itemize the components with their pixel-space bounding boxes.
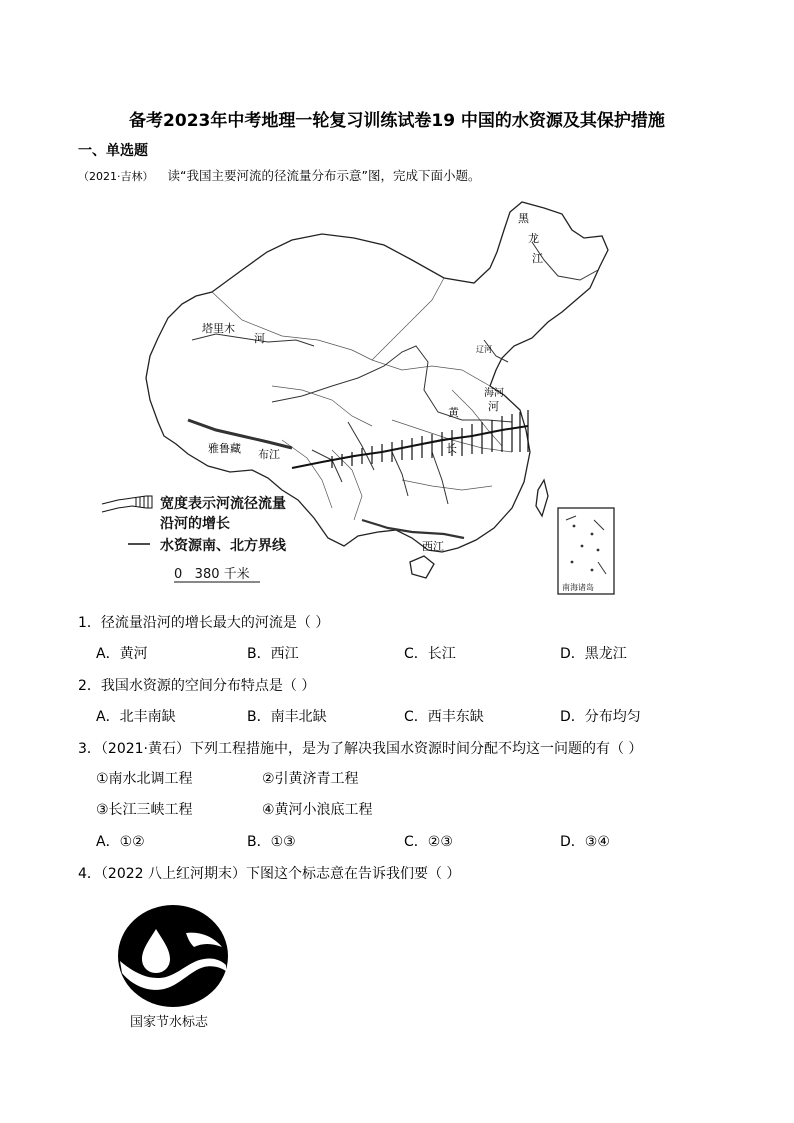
label-tarim-he: 河 (254, 332, 265, 345)
q2-option-b[interactable]: B．南丰北缺 (247, 709, 327, 725)
q3-item-1: ①南水北调工程 (96, 771, 193, 787)
intro-source: （2021·吉林） (78, 170, 154, 183)
label-hai: 海河 (484, 388, 504, 399)
label-tarim: 塔里木 (202, 322, 235, 335)
q2-option-a[interactable]: A．北丰南缺 (96, 709, 176, 725)
q2-option-c[interactable]: C．西丰东缺 (404, 709, 484, 725)
q1-option-c[interactable]: C．长江 (404, 646, 456, 662)
china-river-runoff-map (92, 190, 628, 600)
legend-runoff-increase: 沿河的增长 (160, 516, 230, 532)
logo-caption: 国家节水标志 (130, 1015, 209, 1030)
legend-runoff-width: 宽度表示河流径流量 (160, 496, 286, 512)
q3-option-a[interactable]: A．①② (96, 834, 145, 850)
label-yangtze: 长 (446, 442, 457, 455)
intro-text: 读“我国主要河流的径流量分布示意”图，完成下面小题。 (167, 168, 481, 183)
q2-option-d[interactable]: D．分布均匀 (560, 709, 641, 725)
legend-boundary: 水资源南、北方界线 (160, 538, 286, 554)
question-intro (78, 166, 480, 184)
map-legend (102, 495, 287, 582)
q3-option-d[interactable]: D．③④ (560, 834, 610, 850)
section-heading: 一、单选题 (78, 143, 148, 159)
label-yellow-2: 河 (488, 400, 499, 413)
inset-label: 南海诸岛 (562, 583, 594, 592)
label-heilong-3: 江 (532, 252, 543, 265)
question-3-stem: 3．（2021·黄石）下列工程措施中，是为了解决我国水资源时间分配不均这一问题的有（ ） (78, 741, 643, 757)
label-heilong-2: 龙 (528, 232, 539, 245)
question-2-stem: 2．我国水资源的空间分布特点是（ ） (78, 678, 316, 694)
q3-item-2: ②引黄济青工程 (262, 771, 359, 787)
label-liao: 辽河 (476, 345, 492, 354)
question-1-stem: 1．径流量沿河的增长最大的河流是（ ） (78, 615, 330, 631)
water-saving-logo (116, 903, 230, 1009)
label-heilong-1: 黑 (518, 212, 529, 225)
q1-option-d[interactable]: D．黑龙江 (560, 646, 627, 662)
label-yarlung-1: 雅鲁藏 (208, 442, 241, 455)
q3-option-b[interactable]: B．①③ (247, 834, 296, 850)
q3-item-3: ③长江三峡工程 (96, 802, 193, 818)
label-xijiang: 西江 (422, 540, 444, 553)
q1-option-a[interactable]: A．黄河 (96, 646, 148, 662)
q3-item-4: ④黄河小浪底工程 (262, 802, 373, 818)
page-title: 备考2023年中考地理一轮复习训练试卷19 中国的水资源及其保护措施 (129, 111, 665, 131)
label-yarlung-2: 布江 (258, 448, 280, 461)
question-4-stem: 4．（2022 八上红河期末）下图这个标志意在告诉我们要（ ） (78, 866, 461, 882)
scale-bar: 0 380 千米 (174, 567, 250, 582)
q1-option-b[interactable]: B．西江 (247, 646, 299, 662)
label-yellow-1: 黄 (448, 406, 459, 419)
q3-option-c[interactable]: C．②③ (404, 834, 453, 850)
